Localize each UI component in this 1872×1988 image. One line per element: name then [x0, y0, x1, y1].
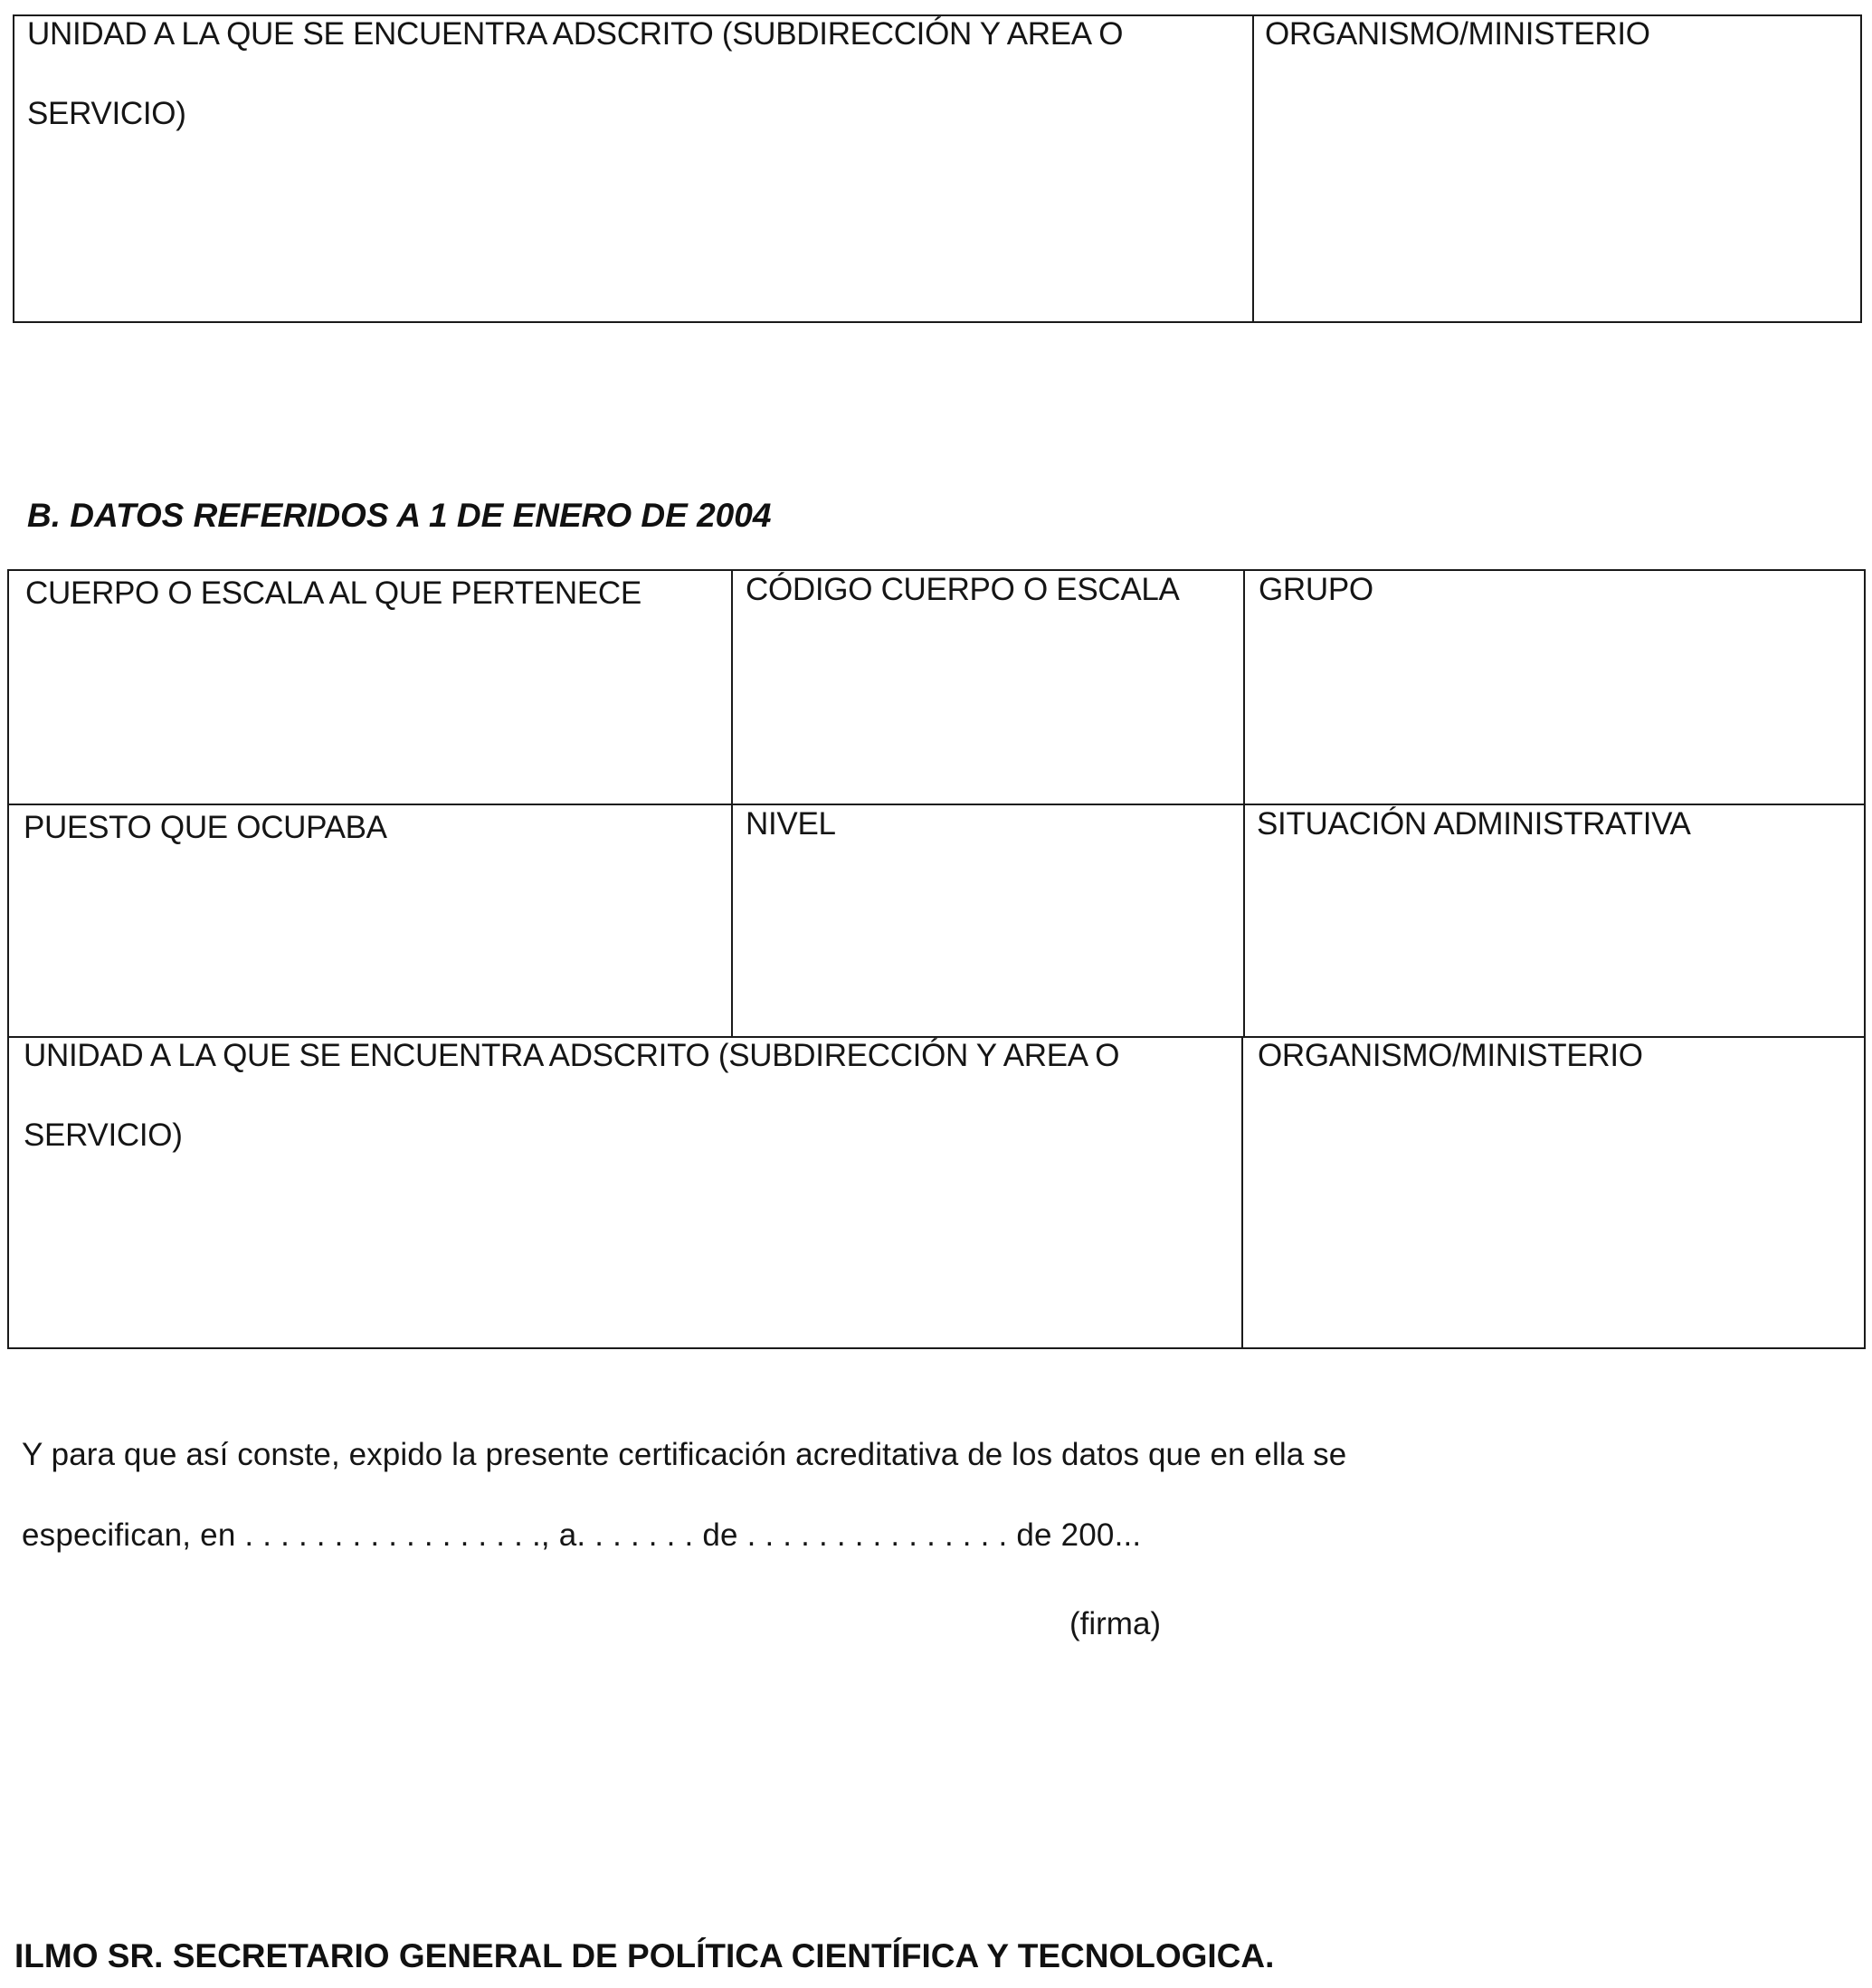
unit-field-a[interactable] — [14, 16, 1250, 321]
ministry-field-a[interactable] — [1254, 16, 1860, 321]
unit-field-b-label: UNIDAD A LA QUE SE ENCUENTRA ADSCRITO (SUBDIRECCIÓN Y AREA O — [24, 1038, 1120, 1073]
corps-code-field[interactable] — [733, 571, 1243, 804]
addressee: ILMO SR. SECRETARIO GENERAL DE POLÍTICA CIENTÍFICA Y TECNOLOGICA. — [14, 1937, 1275, 1974]
group-field[interactable] — [1245, 571, 1864, 804]
corps-code-field-label: CÓDIGO CUERPO O ESCALA — [746, 572, 1180, 607]
ministry-field-b[interactable] — [1243, 1038, 1864, 1347]
certification-line-2[interactable]: especifican, en . . . . . . . . . . . . . . . . ., a. . . . . . . de . . . . . . . . . . . . . . . de 200... — [22, 1517, 1142, 1553]
level-field-label: NIVEL — [746, 806, 836, 842]
group-field-label: GRUPO — [1259, 572, 1373, 607]
unit-field-b[interactable] — [9, 1038, 1241, 1347]
section-b-heading: B. DATOS REFERIDOS A 1 DE ENERO DE 2004 — [27, 497, 772, 534]
position-field-label: PUESTO QUE OCUPABA — [24, 810, 387, 845]
unit-field-b-label-line2: SERVICIO) — [24, 1118, 183, 1153]
certification-line-1: Y para que así conste, expido la presente certificación acreditativa de los datos que en ella se — [22, 1437, 1347, 1472]
unit-field-label: UNIDAD A LA QUE SE ENCUENTRA ADSCRITO (SUBDIRECCIÓN Y AREA O — [27, 16, 1124, 52]
ministry-field-label: ORGANISMO/MINISTERIO — [1265, 16, 1650, 52]
admin-status-field-label: SITUACIÓN ADMINISTRATIVA — [1257, 806, 1691, 842]
corps-field[interactable] — [9, 571, 731, 804]
corps-field-label: CUERPO O ESCALA AL QUE PERTENECE — [25, 575, 641, 611]
admin-status-field[interactable] — [1245, 805, 1864, 1036]
position-field[interactable] — [9, 805, 731, 1036]
signature-label: (firma) — [1069, 1606, 1162, 1641]
unit-field-label-line2: SERVICIO) — [27, 96, 186, 131]
ministry-field-b-label: ORGANISMO/MINISTERIO — [1258, 1038, 1643, 1073]
level-field[interactable] — [733, 805, 1243, 1036]
